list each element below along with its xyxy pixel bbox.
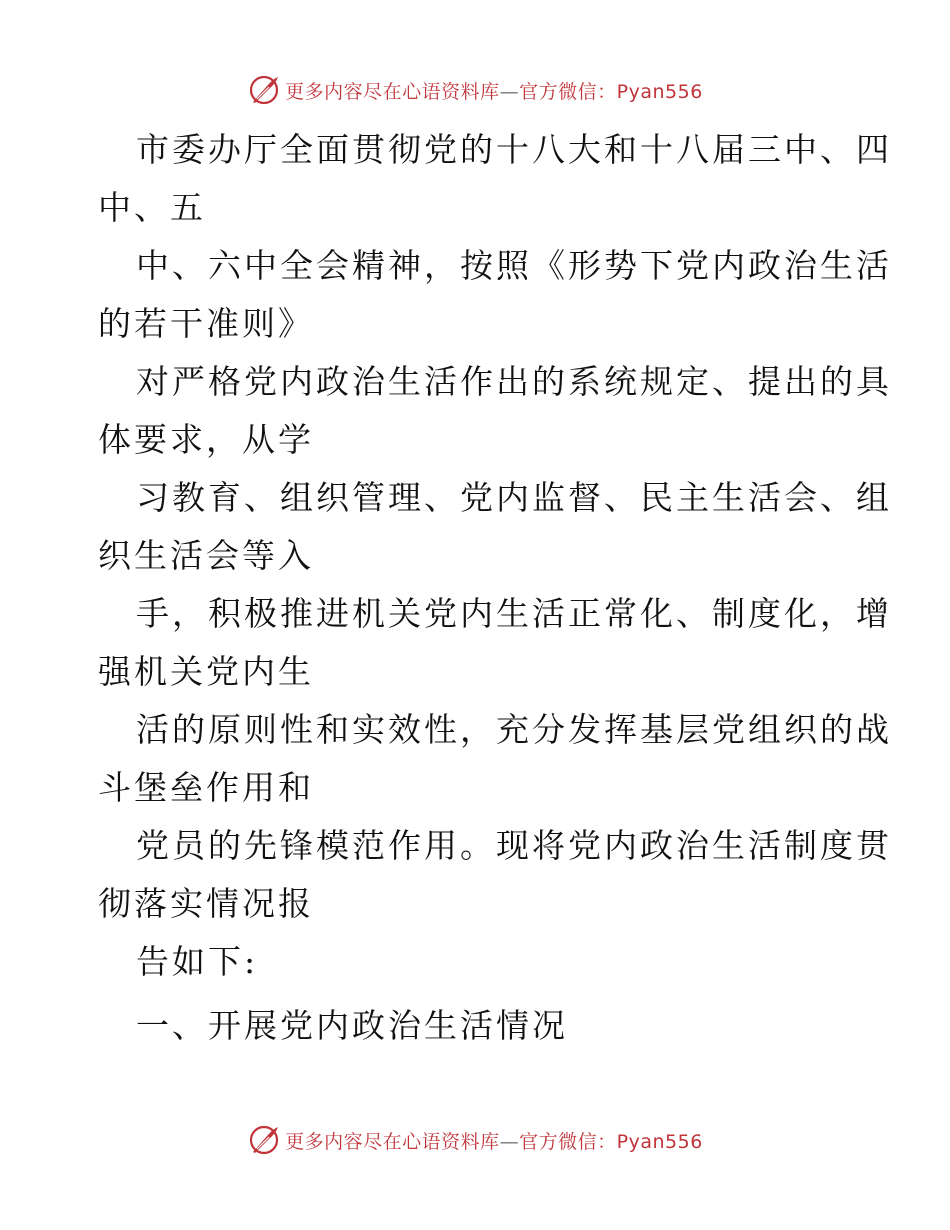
paragraph-line: 织生活会等入 xyxy=(98,536,314,575)
banner-contact: 官方微信：Pyan556 xyxy=(519,80,703,103)
paragraph-line: 中、五 xyxy=(98,188,206,227)
footer-banner xyxy=(0,1120,950,1160)
paragraph-line: 中、六中全会精神，按照《形势下党内政治生活 xyxy=(136,246,892,285)
paragraph-line: 党员的先锋模范作用。现将党内政治生活制度贯 xyxy=(136,826,892,865)
header-banner xyxy=(0,70,950,110)
paragraph-line: 告如下: xyxy=(136,942,259,981)
paragraph-line: 手，积极推进机关党内生活正常化、制度化，增 xyxy=(136,594,892,633)
banner-contact: 官方微信：Pyan556 xyxy=(519,1130,703,1153)
document-body xyxy=(98,121,892,1055)
banner-separator: — xyxy=(499,80,520,103)
banner-text xyxy=(285,1127,703,1154)
banner-title: 更多内容尽在心语资料库 xyxy=(285,1130,500,1153)
paragraph-line: 对严格党内政治生活作出的系统规定、提出的具 xyxy=(136,362,892,401)
paragraph-line: 习教育、组织管理、党内监督、民主生活会、组 xyxy=(136,478,892,517)
paragraph-line: 的若干准则》 xyxy=(98,304,314,343)
paragraph-line: 市委办厅全面贯彻党的十八大和十八届三中、四 xyxy=(136,130,892,169)
paragraph-line: 强机关党内生 xyxy=(98,652,314,691)
banner-title: 更多内容尽在心语资料库 xyxy=(285,80,500,103)
quill-pen-circle-icon xyxy=(247,1123,281,1157)
paragraph-line: 体要求，从学 xyxy=(98,420,314,459)
paragraph-line: 斗堡垒作用和 xyxy=(98,768,314,807)
quill-pen-circle-icon xyxy=(247,73,281,107)
paragraph-line: 彻落实情况报 xyxy=(98,884,314,923)
section-heading: 一、开展党内政治生活情况 xyxy=(136,1006,568,1045)
banner-text xyxy=(285,77,703,104)
paragraph-line: 活的原则性和实效性，充分发挥基层党组织的战 xyxy=(136,710,892,749)
banner-separator: — xyxy=(499,1130,520,1153)
